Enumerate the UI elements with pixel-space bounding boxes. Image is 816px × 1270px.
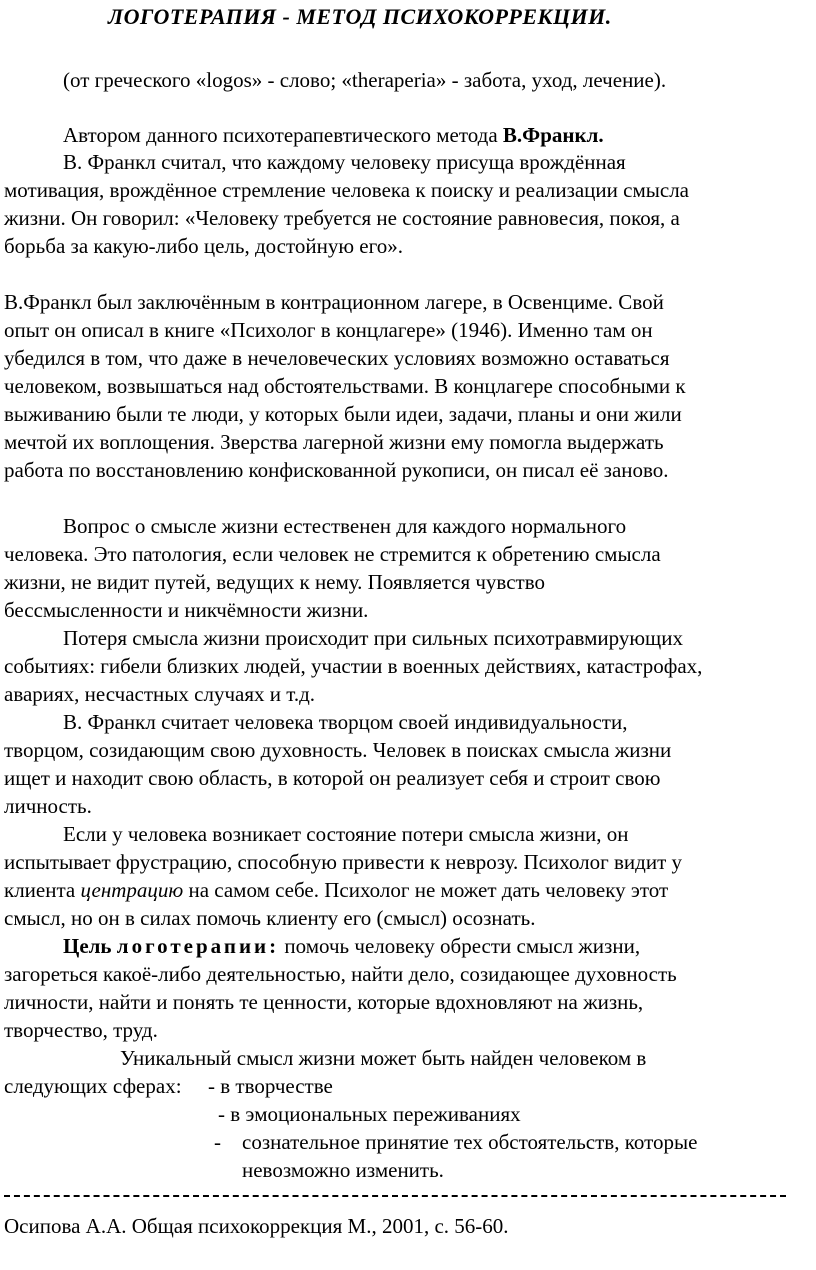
author-line-text: Автором данного психотерапевтического метода [63, 123, 503, 147]
para6-line [4, 876, 668, 905]
page-title: ЛОГОТЕРАПИЯ - МЕТОД ПСИХОКОРРЕКЦИИ. [108, 4, 612, 29]
para6-line: испытывает фрустрацию, способную привести к неврозу. Психолог видит у [4, 850, 683, 874]
goal-text: помочь человеку обрести смысл жизни, [279, 934, 641, 958]
para3-line: жизни, не видит путей, ведущих к нему. Появляется чувство [4, 570, 545, 594]
sphere-item: сознательное принятие тех обстоятельств, которые [242, 1130, 698, 1154]
para1-line: мотивация, врождённое стремление человека к поиску и реализации смысла [4, 178, 689, 202]
para2-line: В.Франкл был заключённым в контрационном лагере, в Освенциме. Свой [4, 290, 664, 314]
para5-line: творцом, созидающим свою духовность. Человек в поисках смысла жизни [4, 738, 672, 762]
sphere-item: невозможно изменить. [242, 1158, 444, 1182]
dashed-separator [4, 1195, 786, 1197]
para3-line: человека. Это патология, если человек не стремится к обретению смысла [4, 542, 661, 566]
goal-label: Цель [63, 934, 117, 958]
para3-line: бессмысленности и никчёмности жизни. [4, 598, 369, 622]
goal-line: личности, найти и понять те ценности, которые вдохновляют на жизнь, [4, 990, 644, 1014]
reference: Осипова А.А. Общая психокоррекция М., 2001, с. 56-60. [4, 1214, 509, 1238]
spheres-intro: следующих сферах: [4, 1074, 182, 1098]
para2-line: выживанию были те люди, у которых были идеи, задачи, планы и они жили [4, 402, 682, 426]
goal-term: логотерапии: [116, 934, 280, 958]
para3-line: Вопрос о смысле жизни естественен для каждого нормального [63, 514, 627, 538]
spheres-intro: Уникальный смысл жизни может быть найден человеком в [120, 1046, 647, 1070]
para4-line: событиях: гибели близких людей, участии в военных действиях, катастрофах, [4, 654, 703, 678]
para5-line: В. Франкл считает человека творцом своей индивидуальности, [63, 710, 628, 734]
para1-line: борьба за какую-либо цель, достойную его». [4, 234, 403, 258]
para4-line: авариях, несчастных случаях и т.д. [4, 682, 316, 706]
sphere-item: - в эмоциональных переживаниях [218, 1102, 521, 1126]
para5-line: личность. [4, 794, 92, 818]
para1-line: жизни. Он говорил: «Человеку требуется не состояние равновесия, покоя, а [4, 206, 680, 230]
para6-line: смысл, но он в силах помочь клиенту его (смысл) осознать. [4, 906, 536, 930]
para2-line: опыт он описал в книге «Психолог в концлагере» (1946). Именно там он [4, 318, 653, 342]
para2-line: убедился в том, что даже в нечеловеческих условиях возможно оставаться [4, 346, 670, 370]
para2-line: работа по восстановлению конфискованной рукописи, он писал её заново. [4, 458, 669, 482]
para2-line: мечтой их воплощения. Зверства лагерной жизни ему помогла выдержать [4, 430, 664, 454]
para4-line: Потеря смысла жизни происходит при сильных психотравмирующих [63, 626, 683, 650]
para2-line: человеком, возвышаться над обстоятельствами. В концлагере способными к [4, 374, 686, 398]
para6-line: Если у человека возникает состояние потери смысла жизни, он [63, 822, 629, 846]
author-name: В.Франкл. [502, 123, 604, 147]
para1-line: В. Франкл считал, что каждому человеку присуща врождённая [63, 150, 626, 174]
para6-text: на самом себе. Психолог не может дать человеку этот [183, 878, 669, 902]
goal-line [63, 932, 640, 961]
italic-term: центрацию [80, 878, 184, 902]
para5-line: ищет и находит свою область, в которой он реализует себя и строит свою [4, 766, 661, 790]
etymology-line: (от греческого «logos» - слово; «theraperia» - забота, уход, лечение). [63, 68, 667, 92]
list-bullet: - [214, 1130, 221, 1154]
goal-line: загореться какоё-либо деятельностью, найти дело, созидающее духовность [4, 962, 677, 986]
sphere-item: - в творчестве [208, 1074, 333, 1098]
goal-line: творчество, труд. [4, 1018, 158, 1042]
author-line [63, 121, 604, 150]
para6-text: клиента [4, 878, 81, 902]
